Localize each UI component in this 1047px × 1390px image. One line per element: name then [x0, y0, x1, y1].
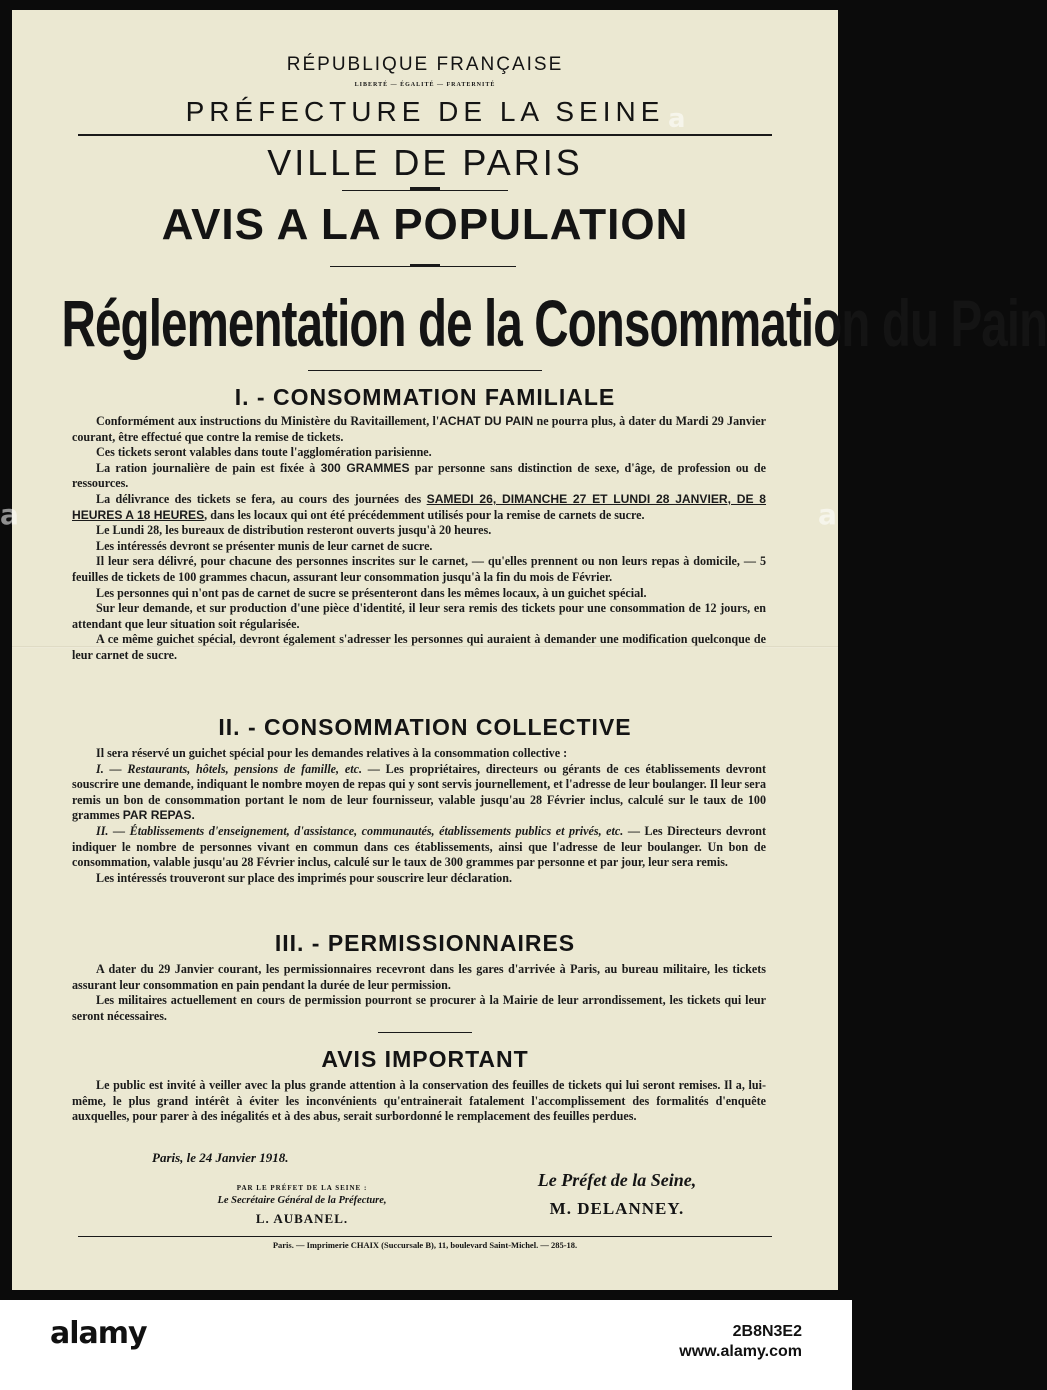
- prefet-name: M. DELANNEY.: [549, 1199, 685, 1218]
- divider: [378, 1032, 472, 1033]
- watermark: a: [818, 498, 837, 531]
- site-url[interactable]: www.alamy.com: [679, 1343, 802, 1360]
- section-body-familiale: [72, 414, 766, 664]
- poster: [12, 10, 1047, 1290]
- ville-heading: VILLE DE PARIS: [267, 142, 583, 183]
- secretary-name: L. AUBANEL.: [255, 1211, 349, 1226]
- section-body-collective: [72, 746, 766, 886]
- watermark: a: [0, 498, 19, 531]
- alamy-logo[interactable]: alamy: [50, 1316, 147, 1351]
- secretary-title: Le Secrétaire Général de la Préfecture,: [217, 1195, 387, 1206]
- paragraph: Les personnes qui n'ont pas de carnet de sucre se présenteront dans les mêmes locaux, à un guichet spécial.: [96, 585, 647, 600]
- prefecture-heading: PRÉFECTURE DE LA SEINE: [185, 96, 665, 127]
- paragraph: Il sera réservé un guichet spécial pour les demandes relatives à la consommation collective :: [96, 746, 568, 760]
- paragraph: Le Lundi 28, les bureaux de distribution resteront ouverts jusqu'à 20 heures.: [96, 523, 492, 538]
- divider: [78, 134, 772, 136]
- watermark: a: [668, 104, 686, 134]
- prefet-signature: [492, 1170, 742, 1219]
- section-title-permissionnaires: III. - PERMISSIONNAIRES: [274, 930, 576, 956]
- section-title-familiale: I. - CONSOMMATION FAMILIALE: [234, 384, 616, 410]
- paragraph: Sur leur demande, et sur production d'une pièce d'identité, il leur sera remis des tickets pour une consommation de 12 jours, en attendant que leur situation soit régularisée.: [72, 601, 766, 631]
- divider: [410, 264, 440, 267]
- paragraph: I. — Restaurants, hôtels, pensions de famille, etc. — Les propriétaires, directeurs ou gérants de ces établissements devront souscrire une demande, indiquant le nombre moyen de repas qui y sont servis journellement, et l'adresse de leur boulanger. Il leur sera remis un bon de consommation portant le nom de leur fournisseur, valable jusqu'au 28 Février inclus, calculé sur le taux de 100 grammes PAR REPAS.: [72, 761, 766, 823]
- paragraph: A dater du 29 Janvier courant, les permissionnaires recevront dans les gares d'arrivée à Paris, au bureau militaire, les tickets assurant leur consommation en pain pendant la durée de leur permission.: [72, 962, 766, 992]
- section-body-permissionnaires: [72, 962, 766, 1024]
- stock-id: 2B8N3E2: [732, 1323, 802, 1340]
- motto: LIBERTÉ — ÉGALITÉ — FRATERNITÉ: [354, 82, 496, 88]
- paragraph: Les intéressés devront se présenter munis de leur carnet de sucre.: [96, 538, 433, 553]
- divider: [78, 1236, 772, 1237]
- divider: [342, 190, 508, 191]
- paragraph: La délivrance des tickets se fera, au cours des journées des SAMEDI 26, DIMANCHE 27 ET LUNDI 28 JANVIER, DE 8 HEURES A 18 HEURES, dans les locaux qui ont été précédemment utilisés pour la remise de carnets de sucre.: [72, 491, 767, 522]
- printer-line: Paris. — Imprimerie CHAIX (Succursale B), 11, boulevard Saint-Michel. — 285-18.: [272, 1240, 578, 1250]
- paragraph: II. — Établissements d'enseignement, d'assistance, communautés, établissements publics et privés, etc. — Les Directeurs devront indiquer le nombre de personnes vivant en commun dans ces établissements, ainsi que l'adresse de leur boulanger. Un bon de consommation, valable jusqu'au 28 Février inclus, calculé sur le taux de 300 grammes par personne et par jour, leur sera remis.: [72, 823, 766, 870]
- reglementation-heading: Réglementation de la Consommation du Pain: [61, 287, 1047, 361]
- section-title-avis-important: AVIS IMPORTANT: [321, 1046, 529, 1072]
- paragraph: Les militaires actuellement en cours de permission pourront se procurer à la Mairie de leur arrondissement, les tickets qui leur seront nécessaires.: [72, 993, 766, 1023]
- divider: [410, 187, 440, 190]
- avis-heading: AVIS A LA POPULATION: [161, 200, 689, 249]
- paragraph: Il leur sera délivré, pour chacune des personnes inscrites sur le carnet, — qu'elles prennent ou non leurs repas à domicile, — 5 feuilles de tickets de 100 grammes chacun, assurant leur consommation jusqu'à la fin du mois de Février.: [72, 554, 766, 584]
- paragraph: Conformément aux instructions du Ministère du Ravitaillement, l'ACHAT DU PAIN ne pourra plus, à dater du Mardi 29 Janvier courant, être effectué que contre la remise de tickets.: [72, 414, 767, 444]
- secretary-signature: [177, 1184, 427, 1227]
- paragraph: La ration journalière de pain est fixée à 300 GRAMMES par personne sans distinction de sexe, d'âge, de profession ou de ressources.: [72, 460, 766, 491]
- paragraph: Ces tickets seront valables dans toute l'agglomération parisienne.: [96, 445, 432, 460]
- divider: [308, 370, 542, 371]
- republique-heading: RÉPUBLIQUE FRANÇAISE: [286, 54, 564, 75]
- paragraph: Le public est invité à veiller avec la plus grande attention à la conservation des feuilles de tickets qui lui seront remises. Il a, lui-même, le plus grand intérêt à éviter les inconvénients qu'entrainerait fatalement l'accomplissement des formalités d'enquête auxquelles, pour parer à des inégalités et à des abus, serait surbordonné le remplacement des feuilles perdues.: [72, 1078, 766, 1124]
- paragraph: Les intéressés trouveront sur place des imprimés pour souscrire leur déclaration.: [96, 870, 512, 885]
- paragraph: A ce même guichet spécial, devront également s'adresser les personnes qui auraient à demander une modification quelconque de leur carnet de sucre.: [72, 632, 766, 662]
- section-body-avis-important: [72, 1078, 766, 1125]
- date-line: Paris, le 24 Janvier 1918.: [152, 1150, 289, 1165]
- section-title-collective: II. - CONSOMMATION COLLECTIVE: [218, 714, 632, 740]
- prefet-title: Le Préfet de la Seine,: [537, 1170, 697, 1190]
- stock-info: [679, 1322, 802, 1362]
- par-le-prefet: PAR LE PRÉFET DE LA SEINE :: [236, 1184, 368, 1192]
